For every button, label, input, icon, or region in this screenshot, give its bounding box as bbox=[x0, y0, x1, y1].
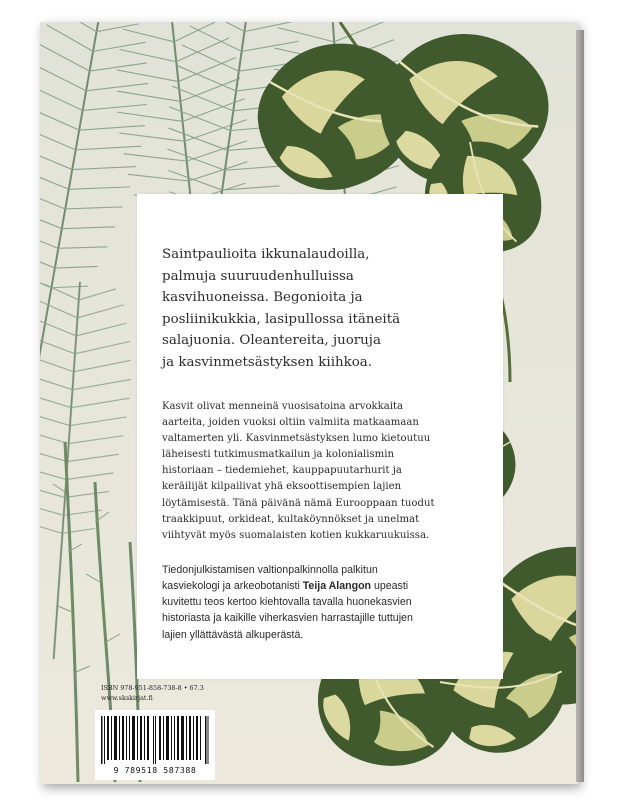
lead-line: ja kasvinmetsästyksen kiihkoa. bbox=[162, 354, 373, 370]
lead-line: palmuja suuruudenhulluissa bbox=[162, 268, 354, 284]
blurb-line: Tiedonjulkistamisen valtionpalkinnolla palkitun bbox=[162, 563, 378, 576]
body-line: viihtyvät myös suomalaisten kotien kukkaruukuissa. bbox=[162, 529, 430, 541]
body-line: keräilijät kilpailivat yhä eksoottisempien lajien bbox=[162, 481, 402, 493]
isbn-barcode bbox=[95, 710, 215, 780]
body-line: läheisesti tutkimusmatkailun ja kolonialismin bbox=[162, 449, 394, 461]
barcode-icon bbox=[101, 716, 209, 764]
website-text: www.skskirjat.fi bbox=[101, 694, 153, 702]
description-paragraph bbox=[162, 399, 483, 544]
lead-line: Saintpaulioita ikkunalaudoilla, bbox=[162, 247, 370, 262]
blurb-line: kuvitettu teos kertoo kiehtovalla tavalla huonekasvien bbox=[162, 596, 412, 609]
blurb-line bbox=[162, 578, 483, 594]
body-line: valtamerten yli. Kasvinmetsästyksen lumo kietoutuu bbox=[162, 433, 431, 445]
blurb-line: historiasta ja kaikille viherkasvien harrastajille tuttujen bbox=[162, 612, 413, 625]
body-line: traakkipuut, orkideat, kultaköynnökset ja unelmat bbox=[162, 513, 420, 525]
blurb-text: upeasti bbox=[371, 580, 409, 593]
body-line: Kasvit olivat menneinä vuosisatoina arvokkaita bbox=[162, 401, 404, 412]
blurb-text: kasviekologi ja arkeobotanisti bbox=[162, 580, 303, 593]
publication-info bbox=[101, 683, 204, 703]
page-edge bbox=[576, 30, 584, 782]
author-blurb bbox=[162, 562, 483, 643]
lead-line: posliinikukkia, lasipullossa itäneitä bbox=[162, 311, 401, 327]
text-panel bbox=[137, 194, 503, 679]
blurb-line: lajien yllättävästä alkuperästä. bbox=[162, 628, 304, 641]
author-name: Teija Alangon bbox=[302, 580, 372, 593]
barcode-number: 9 789518 587388 bbox=[113, 765, 197, 775]
lead-line: salajuonia. Oleantereita, juoruja bbox=[162, 333, 381, 348]
book-back-cover bbox=[40, 22, 578, 784]
body-line: löytämisestä. Tänä päivänä nämä Eurooppaan tuodut bbox=[162, 497, 435, 509]
lead-line: kasvihuoneissa. Begonioita ja bbox=[162, 290, 363, 305]
isbn-text: ISBN 978-951-858-738-8 • 67.3 bbox=[101, 684, 204, 692]
body-line: historiaan – tiedemiehet, kauppapuutarhurit ja bbox=[162, 465, 402, 477]
body-line: aarteita, joiden vuoksi oltiin valmiita matkaamaan bbox=[162, 417, 419, 429]
lead-text bbox=[162, 244, 472, 373]
